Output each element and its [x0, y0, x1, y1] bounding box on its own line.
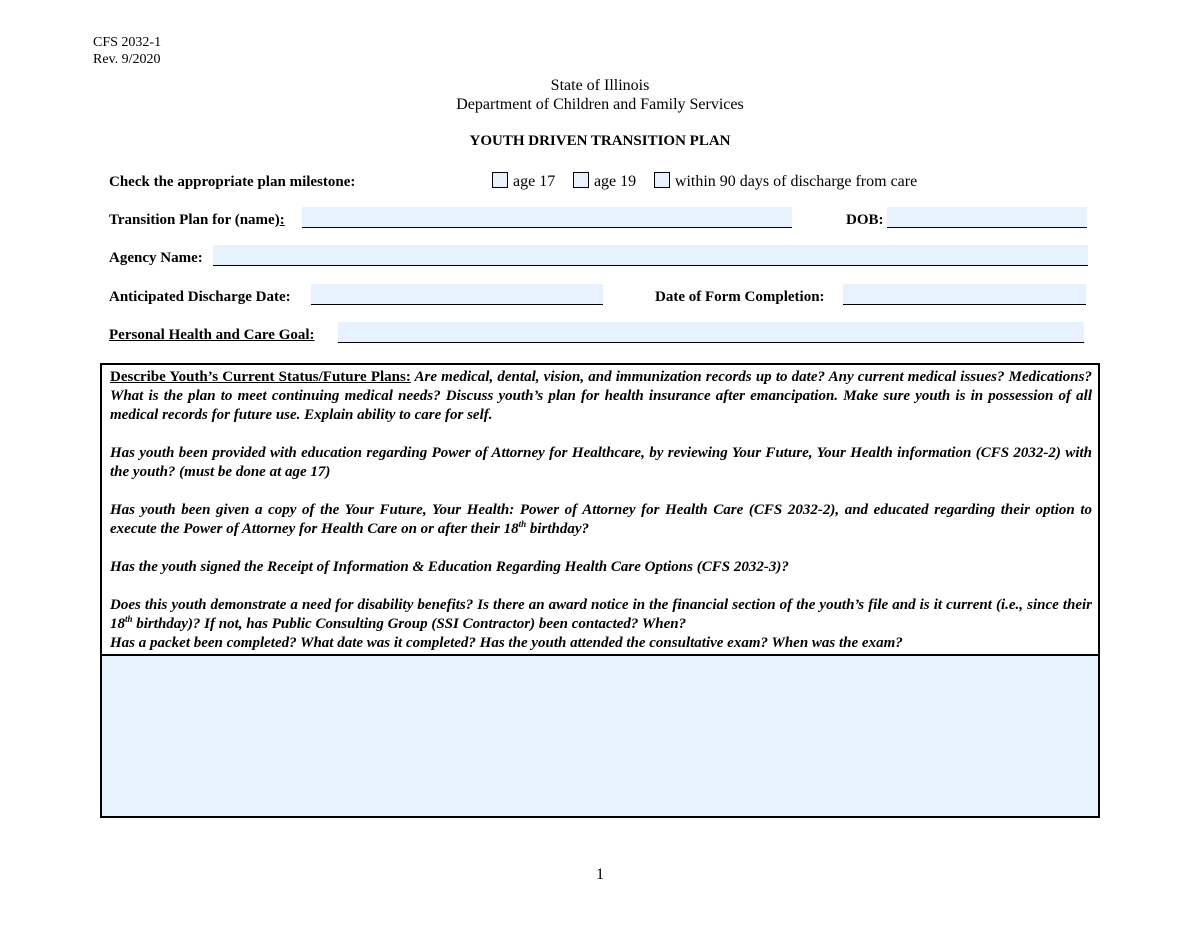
state-name: State of Illinois [550, 77, 650, 94]
agency-label: Agency Name: [109, 250, 203, 266]
ordinal-suffix: th [125, 614, 133, 624]
agency-name-field[interactable] [213, 245, 1088, 266]
checkbox-90-days[interactable] [654, 172, 670, 188]
milestone-options [492, 172, 917, 192]
form-revision: Rev. 9/2020 [93, 52, 161, 67]
question-receipt: Has the youth signed the Receipt of Information & Education Regarding Health Care Options (CFS 2032-3)? [110, 559, 789, 575]
department-name: Department of Children and Family Services [456, 96, 744, 113]
ordinal-suffix: th [518, 519, 527, 529]
checkbox-90-days-label: within 90 days of discharge from care [674, 173, 918, 190]
page-title: YOUTH DRIVEN TRANSITION PLAN [469, 133, 731, 149]
question-poa-copy [110, 501, 1092, 539]
question-poa-education: Has youth been provided with education regarding Power of Attorney for Healthcare, by reviewing Your Future, Your Health information (CFS 2032-2) with the youth? (must be done at age 17) [110, 445, 1092, 480]
question-disability-end: birthday)? If not, has Public Consulting Group (SSI Contractor) been contacted? When? [132, 616, 687, 632]
form-code: CFS 2032-1 [93, 35, 162, 50]
question-medical-text: Are medical, dental, vision, and immunization records up to date? Any current medical issues? Medications? What is the plan to meet continuing medical needs? Discuss youth’s plan for health insurance after emancipation. Make sure youth is in possession of all medical records for future use. Explain ability to care for self. [110, 369, 1092, 423]
milestone-label: Check the appropriate plan milestone: [109, 174, 356, 190]
dob-label: DOB: [846, 212, 884, 228]
form-code-block [93, 34, 161, 68]
question-poa-copy-end: birthday? [526, 521, 590, 537]
section-lead: Describe Youth’s Current Status/Future Plans: [110, 369, 411, 385]
checkbox-age-17-label: age 17 [513, 173, 556, 190]
plan-for-colon: : [279, 212, 285, 228]
checkbox-age-17[interactable] [492, 172, 508, 188]
question-poa-copy-text: Has youth been given a copy of the Your Future, Your Health: Power of Attorney for Health Care (CFS 2032-2), and educated regarding their option to execute the Power of Attorney for Health Care on or after their 18 [110, 502, 1092, 537]
discharge-date-field[interactable] [311, 284, 603, 305]
plan-for-label-text: Transition Plan for (name) [109, 212, 280, 228]
health-goal-field[interactable] [338, 322, 1084, 343]
goal-label: Personal Health and Care Goal: [109, 327, 315, 343]
plan-for-name-field[interactable] [302, 207, 792, 228]
checkbox-age-19-label: age 19 [593, 173, 637, 190]
question-packet: Has a packet been completed? What date was it completed? Has the youth attended the consultative exam? When was the exam? [110, 635, 903, 651]
dob-field[interactable] [887, 207, 1087, 228]
page-number: 1 [596, 866, 604, 883]
section-questions [110, 368, 1092, 653]
question-disability [110, 596, 1092, 653]
plan-for-label [109, 210, 285, 230]
checkbox-age-19[interactable] [573, 172, 589, 188]
status-plans-section [100, 363, 1100, 818]
completion-label: Date of Form Completion: [655, 289, 825, 305]
question-medical [110, 368, 1092, 425]
completion-date-field[interactable] [843, 284, 1086, 305]
status-plans-answer-field[interactable] [102, 654, 1098, 816]
agency-header [0, 76, 1200, 114]
discharge-label: Anticipated Discharge Date: [109, 289, 291, 305]
question-disability-text: Does this youth demonstrate a need for disability benefits? Is there an award notice in the financial section of the youth’s file and is it current (i.e., since their 18 [110, 597, 1092, 632]
